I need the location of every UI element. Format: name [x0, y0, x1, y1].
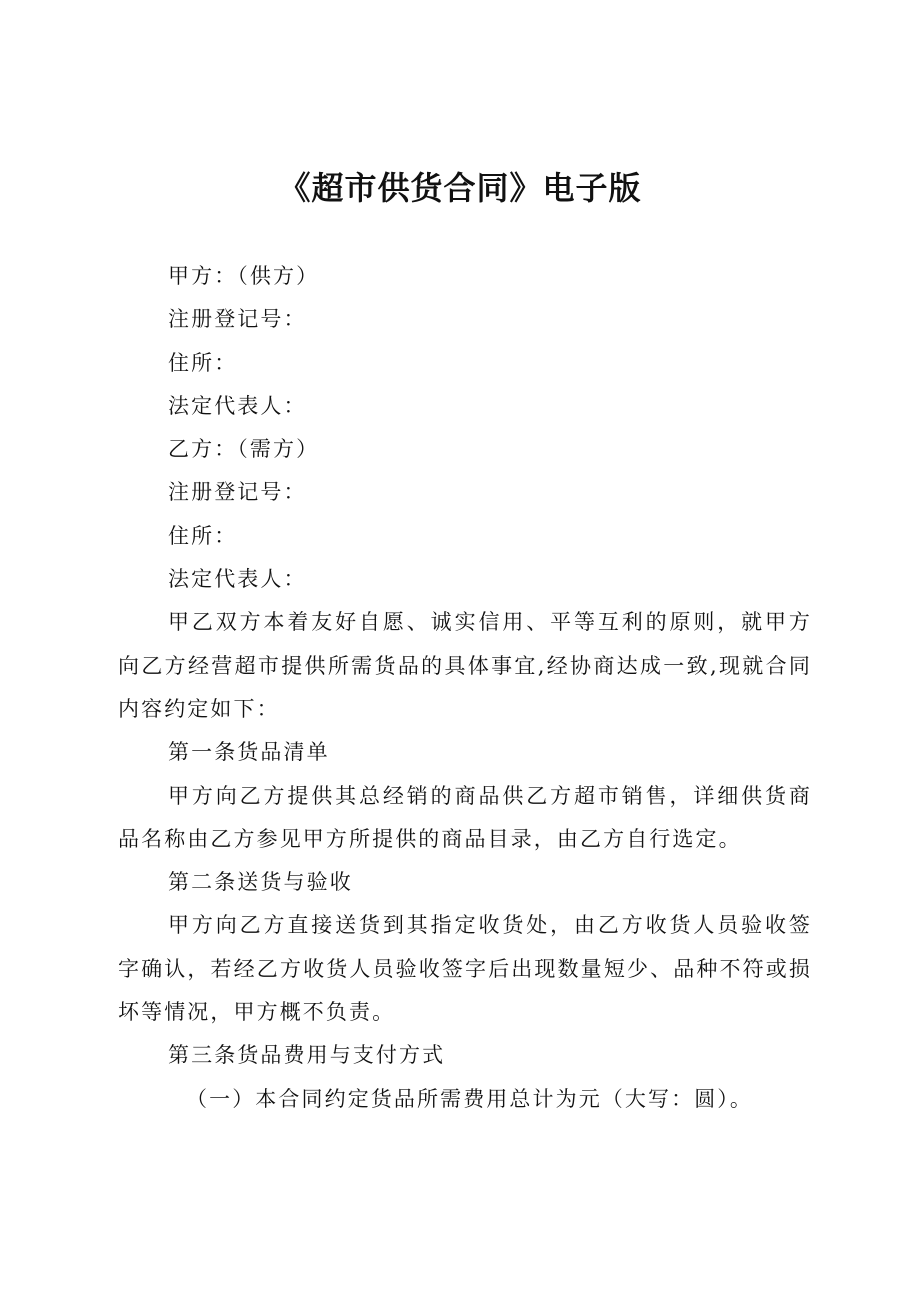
article-3-item-1: （一）本合同约定货品所需费用总计为元（大写：圆）。 — [186, 1086, 753, 1111]
party-a-address: 住所： — [168, 350, 238, 375]
preamble-paragraph: 甲乙双方本着友好自愿、诚实信用、平等互利的原则，就甲方向乙方经营超市提供所需货品的具体事宜,经协商达成一致,现就合同内容约定如下： — [118, 610, 812, 721]
article-2-heading: 第二条送货与验收 — [168, 870, 353, 895]
party-b-registration: 注册登记号： — [168, 480, 307, 505]
article-1-heading: 第一条货品清单 — [168, 740, 330, 765]
party-a-representative: 法定代表人： — [168, 393, 307, 418]
article-1-body: 甲方向乙方提供其总经销的商品供乙方超市销售，详细供货商品名称由乙方参见甲方所提供的商品目录，由乙方自行选定。 — [118, 783, 812, 851]
article-3-heading: 第三条货品费用与支付方式 — [168, 1043, 446, 1068]
party-b-label: 乙方：（需方） — [168, 437, 320, 462]
party-b-address: 住所： — [168, 523, 238, 548]
party-a-label: 甲方：（供方） — [168, 264, 320, 288]
party-a-registration: 注册登记号： — [168, 307, 307, 332]
party-b-representative: 法定代表人： — [168, 567, 307, 592]
document-body — [118, 255, 812, 1121]
document-title: 《超市供货合同》电子版 — [278, 169, 642, 207]
article-2-body: 甲方向乙方直接送货到其指定收货处，由乙方收货人员验收签字确认，若经乙方收货人员验收签字后出现数量短少、品种不符或损坏等情况，甲方概不负责。 — [118, 913, 812, 1025]
